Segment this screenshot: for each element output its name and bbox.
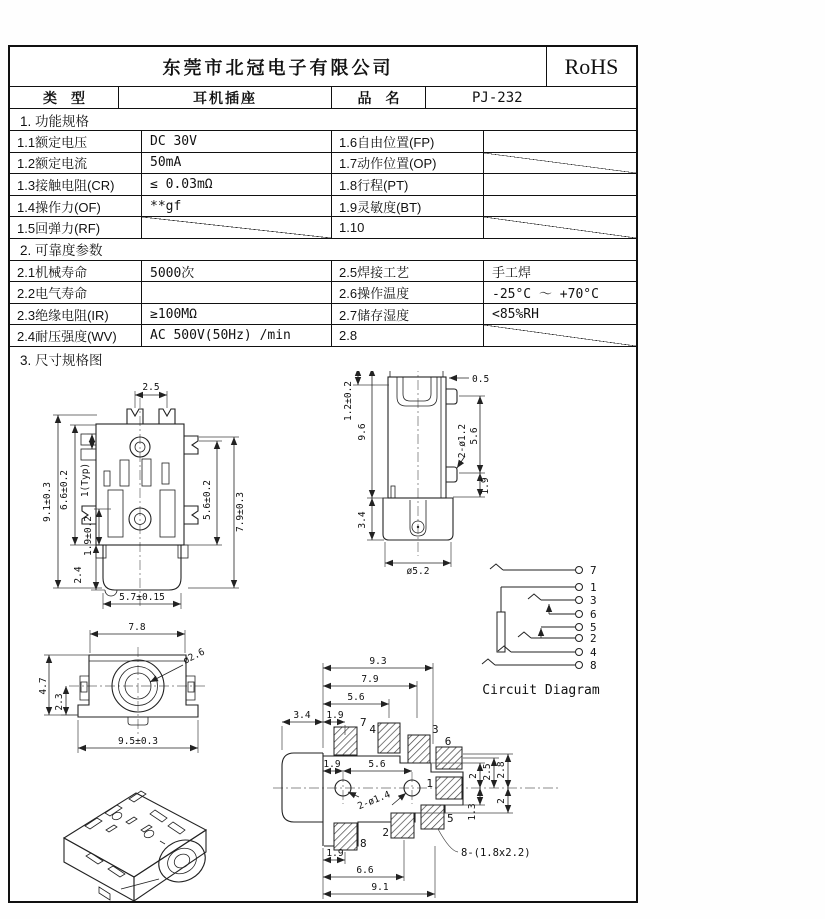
pad-number: 3 [432, 722, 439, 736]
spec-row [10, 153, 636, 175]
terminal-2 [576, 634, 583, 641]
dim-label: 1(Typ) [80, 462, 91, 498]
dim-label: 5.7±0.15 [119, 591, 165, 603]
pad-size-note: 8-(1.8x2.2) [461, 846, 531, 859]
solder-pad-5 [421, 805, 444, 829]
circuit-diagram-title: Circuit Diagram [482, 682, 600, 698]
dim-label: 2.5 [482, 763, 493, 781]
spec-label: 2.4耐压强度(WV) [10, 325, 142, 346]
spec-label: 2.5焊接工艺 [332, 261, 484, 282]
spec-row [10, 304, 636, 326]
meta-row [10, 87, 636, 109]
solder-pad-4 [378, 723, 400, 753]
section1-title: 1. 功能规格 [20, 113, 90, 129]
spec-value-na [484, 153, 636, 174]
spec-row [10, 261, 636, 283]
circuit-diagram [482, 564, 600, 698]
pad-number: 6 [444, 734, 452, 748]
dim-label: 1.9 [326, 847, 344, 859]
dim-label: 1.9 [323, 758, 341, 770]
dim-label: 1.3 [467, 803, 478, 821]
pin-number: 3 [590, 593, 597, 607]
pin-number: 6 [590, 607, 597, 621]
rohs-mark: RoHS [546, 47, 636, 86]
terminal-5 [576, 623, 583, 630]
dim-label: 5.6 [469, 427, 480, 445]
dim-label: 5.6 [347, 691, 365, 703]
spec-value: ≤ 0.03mΩ [142, 174, 332, 195]
spec-label: 1.8行程(PT) [332, 174, 484, 195]
spec-label: 2.3绝缘电阻(IR) [10, 304, 142, 325]
spec-value [484, 196, 636, 217]
section3-title: 3. 尺寸规格图 [20, 352, 103, 368]
dim-label: 1.9 [480, 477, 491, 495]
dim-label: 9.3 [369, 655, 387, 667]
pin-number: 1 [590, 580, 597, 594]
dim-label: 3.4 [293, 709, 311, 721]
spec-label: 2.2电气寿命 [10, 282, 142, 303]
pad-number: 1 [426, 776, 433, 790]
dim-label: ø2.6 [181, 646, 207, 667]
section2-title-row [10, 239, 636, 261]
spec-row [10, 282, 636, 304]
spec-value: 5000次 [142, 261, 332, 282]
dim-label: 2-ø1.2 [457, 423, 468, 459]
terminal-4 [576, 648, 583, 655]
pin-number: 8 [590, 658, 597, 672]
pad-number: 2 [382, 825, 389, 839]
terminal-8 [576, 661, 583, 668]
spec-row [10, 174, 636, 196]
dim-label: 9.1±0.3 [42, 481, 53, 522]
spec-label: 1.1额定电压 [10, 131, 142, 152]
product-name-label: 品 名 [332, 87, 426, 108]
spec-value: <85%RH [492, 306, 539, 322]
product-name-value: PJ-232 [472, 89, 523, 106]
bottom-view-drawing [42, 382, 246, 609]
pad-number: 4 [369, 722, 376, 736]
section3-title-row [10, 347, 636, 371]
pin-number: 4 [590, 645, 597, 659]
spec-value [484, 174, 636, 195]
dim-label: 2-ø1.4 [356, 789, 393, 813]
spec-label: 1.6自由位置(FP) [332, 131, 484, 152]
spec-value: **gf [142, 196, 332, 217]
solder-pad-8 [334, 823, 357, 850]
spec-value: AC 500V(50Hz) /min [142, 325, 332, 346]
dim-label: 1.9±0.2 [83, 515, 94, 556]
spec-value [142, 282, 332, 303]
spec-value: 50mA [142, 153, 332, 174]
section2-title: 2. 可靠度参数 [20, 243, 103, 259]
spec-value-na [484, 217, 636, 238]
pad-number: 8 [360, 836, 367, 850]
solder-pad-1 [436, 777, 462, 799]
solder-pad-3 [408, 735, 430, 763]
dim-label: 9.1 [371, 881, 389, 893]
spec-value: DC 30V [142, 131, 332, 152]
terminal-7 [576, 566, 583, 573]
spec-label: 1.5回弹力(RF) [10, 217, 142, 238]
side-view-drawing [343, 371, 491, 577]
dim-label: 1.2±0.2 [343, 380, 354, 421]
spec-value-na [484, 325, 636, 346]
dim-label: 2.5 [142, 381, 160, 393]
spec-label: 1.4操作力(OF) [10, 196, 142, 217]
dim-label: 2.8 [496, 761, 507, 779]
dim-label: 5.6±0.2 [202, 479, 213, 520]
dim-label: 7.9 [361, 673, 379, 685]
isometric-view-drawing [64, 791, 213, 901]
dim-label: 9.5±0.3 [117, 735, 159, 747]
dim-label: 3.4 [357, 511, 368, 529]
dim-label: 2 [496, 798, 507, 804]
pin-number: 7 [590, 563, 597, 577]
spec-value: ≥100MΩ [142, 304, 332, 325]
spec-label: 2.8 [332, 325, 484, 346]
dim-label: 7.9±0.3 [235, 491, 246, 532]
spec-row [10, 217, 636, 239]
spec-label: 1.10 [332, 217, 484, 238]
dim-label: 2 [468, 773, 479, 779]
pin-number: 2 [590, 631, 597, 645]
spec-row [10, 196, 636, 218]
dim-label: ø5.2 [406, 565, 430, 577]
dim-label: 4.7 [38, 677, 49, 695]
spec-value [484, 131, 636, 152]
solder-pad-7 [334, 727, 357, 755]
dim-label: 6.6 [356, 864, 374, 876]
spec-label: 1.9灵敏度(BT) [332, 196, 484, 217]
dim-label: 1.9 [326, 709, 344, 721]
terminal-1 [576, 583, 583, 590]
spec-label: 1.3接触电阻(CR) [10, 174, 142, 195]
title-row [10, 47, 636, 87]
spec-label: 2.1机械寿命 [10, 261, 142, 282]
dim-label: 6.6±0.2 [59, 469, 70, 510]
solder-pad-6 [436, 747, 462, 769]
front-view-drawing [38, 622, 207, 753]
pad-number: 7 [360, 715, 367, 729]
spec-value-na [142, 217, 332, 238]
company-name: 东莞市北冠电子有限公司 [162, 57, 394, 78]
spec-label: 2.6操作温度 [332, 282, 484, 303]
pad-number: 5 [447, 811, 454, 825]
sheet-frame [8, 45, 638, 903]
dim-label: 5.6 [368, 758, 386, 770]
spec-value: 手工焊 [492, 265, 532, 281]
terminal-3 [576, 596, 583, 603]
spec-value: -25°C ～ +70°C [492, 287, 599, 303]
spec-label: 1.7动作位置(OP) [332, 153, 484, 174]
spec-label: 2.7储存湿度 [332, 304, 484, 325]
dim-label: 2.4 [73, 566, 84, 584]
dimension-drawings [10, 371, 636, 901]
solder-pad-2 [391, 813, 414, 838]
spec-row [10, 325, 636, 347]
pin-number: 5 [590, 620, 597, 634]
dim-label: 0.5 [472, 373, 490, 385]
spec-row [10, 131, 636, 153]
section1-title-row [10, 109, 636, 131]
dim-label: 7.8 [128, 621, 146, 633]
type-label: 类 型 [10, 87, 119, 108]
terminal-6 [576, 610, 583, 617]
dim-label: 9.6 [357, 423, 368, 441]
dim-label: 2.3 [54, 693, 65, 711]
spec-label: 1.2额定电流 [10, 153, 142, 174]
type-value: 耳机插座 [119, 87, 332, 108]
